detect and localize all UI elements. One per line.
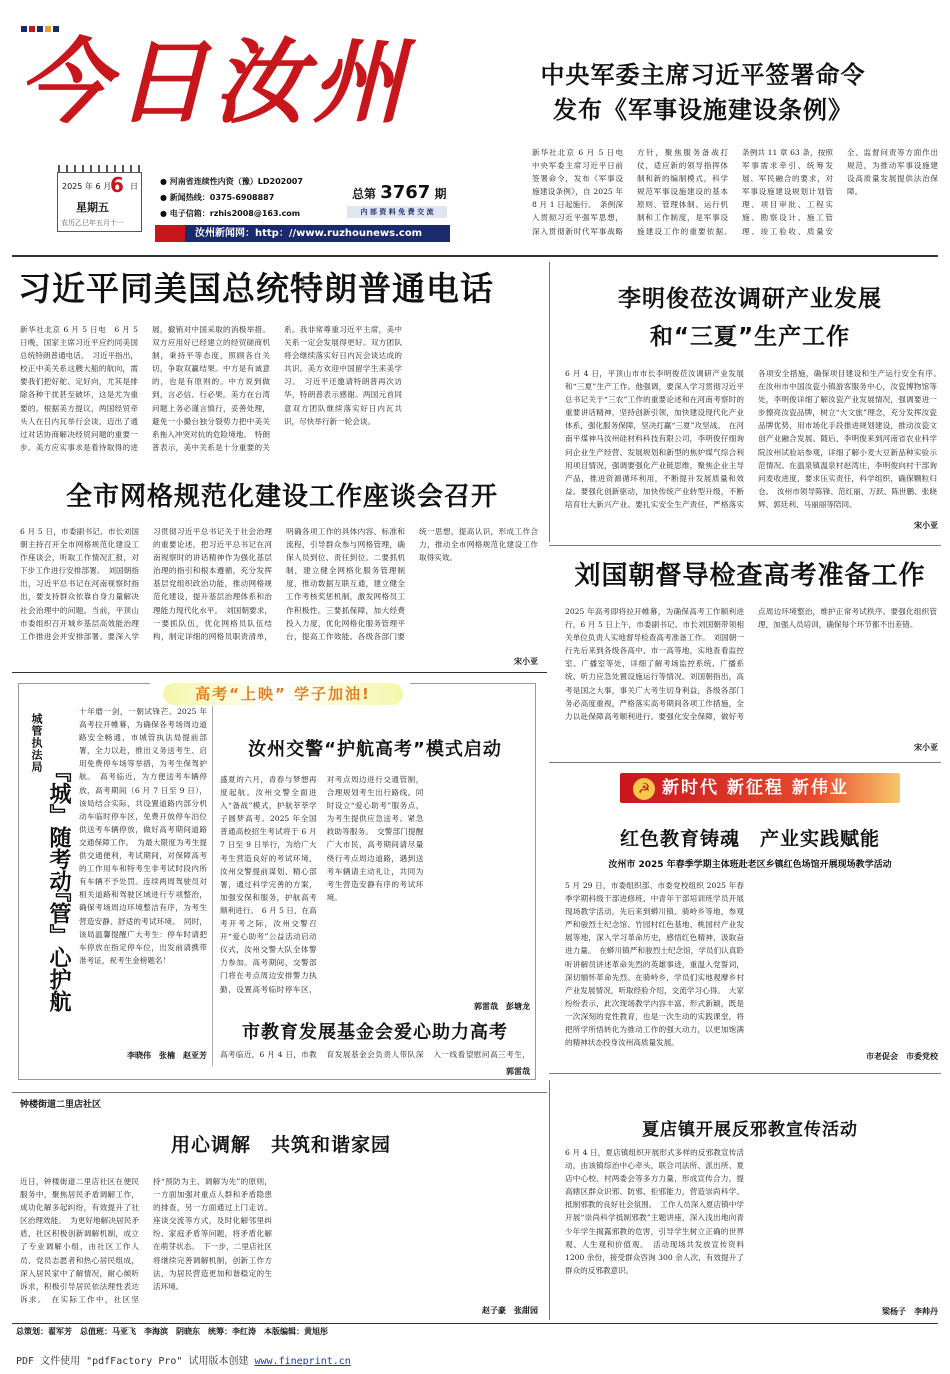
top-story-title-line2: 发布《军事设施建设条例》 <box>553 96 853 124</box>
red-edu-body: 5 月 29 日，市委组织部、市委党校组织 2025 年春季学期科级干部进修班、中青年干部培训班学员开展现场教学活动。先后来到蟒川镇、骑岭乡等地，参观严和骏烈士纪念馆、竹园村红色基地、桃园村产业发展等地，深入学习革命历史，感悟红色精神，汲取奋进力量。 在蟒川镇严和骏烈士纪念馆，学员们认真聆听讲解员讲述革命先烈的英雄事迹，重温入党誓词，深切缅怀革命先烈。在骑岭乡，学员们实地观摩乡村产业发展情况，听取经验介绍，交流学习心得。 大家纷纷表示，此次现场教学内容丰富、形式新颖，既是一次深刻的党性教育，也是一次生动的实践课堂，将把所学所悟转化为推动工作的强大动力，以更加饱满的精神状态投身汝州高质量发展。 <box>565 881 744 1048</box>
date-calendar: 2025 年 6 月 6 日 星期五 农历乙巳年五月十一 <box>57 172 142 232</box>
date-day: 6 <box>110 173 124 197</box>
footer-staff: 总策划：翟军芳 总值班：马亚飞 李海滨 阴晓东 统筹：李红涛 本版编辑：黄旭彤 <box>16 1327 328 1336</box>
divider <box>549 545 941 546</box>
divider <box>549 762 941 763</box>
community-tag: 钟楼街道二里店社区 <box>20 1100 102 1110</box>
traffic-body: 盛夏的六月，青春与梦想再度起航。汝州交警全面进入“备战”模式，护航莘莘学子圆梦高考。2025 年全国普通高校招生考试将于 6 月 7 日至 9 日举行，为给广大考生营造良好的考试环境，汝州交警提前谋划、精心部署，通过科学完善的方案，加强安保和服务，护航高考顺利进行。 6 月 5 日，在高考开考之际，汝州交警召开“爱心助考”公益活动启动仪式，汝州交警大队全体警力参加。高考期间，交警部门将在考点周边安排警力执勤，设置高考临时停车区，对考点周边进行交通管制，合理规划考生出行路线。同时设立“爱心助考”服务点，为考生提供应急送考、紧急救助等服务。 交警部门提醒广大市民，高考期间请尽量绕行考点周边道路，遇到送考车辆请主动礼让，共同为考生营造安静有序的考试环境。 <box>220 775 424 994</box>
fund-body: 高考临近，6 月 4 日，市教育发展基金会负责人带队深入一线看望慰问高三考生， <box>220 1050 530 1059</box>
party-emblem-icon: ☭ <box>633 778 655 800</box>
color-squares <box>21 17 81 25</box>
red-edu-title: 红色教育铸魂 产业实践赋能 <box>619 828 880 850</box>
community-byline: 赵子豪 张甜园 <box>482 1306 538 1315</box>
date-month: 2025 年 6 月 <box>62 182 112 191</box>
divider <box>549 1080 550 1320</box>
pdf-link[interactable]: www.fineprint.cn <box>254 1356 351 1367</box>
website-bar-accent <box>155 225 185 242</box>
headline-xi-trump-body: 新华社北京 6 月 5 日电 6 月 5 日晚，国家主席习近平应约同美国总统特朗普通电话。 习近平指出，校正中美关系这艘大船的航向，需要我们把好舵、定好向，尤其是排除各种干扰甚至破坏，这是尤为重要的。根据美方提议，两国经贸牵头人在日内瓦举行会谈，迈出了通过对话协商解决经贸问题的重要一步。美方应实事求是看待取得的进展，撤销对中国采取的消极举措。双方应用好已经建立的经贸磋商机制，秉持平等态度，照顾各自关切，争取双赢结果。中方是有诚意的，也是有原则的。中方说到做到，言必信、行必果。美方在台湾问题上务必谨言慎行，妥善处理，避免一小撮台独分裂势力把中美关系拖入冲突对抗的危险境地。 特朗普表示，美中关系是十分重要的关系。我非常尊重习近平主席，美中关系一定会发展得更好。双方团队将会继续落实好日内瓦会谈达成的共识。美方欢迎中国留学生来美学习。 习近平还邀请特朗普再次访华，特朗普表示感谢。两国元首同意双方团队继续落实好日内瓦共识，尽快举行新一轮会谈。 <box>20 325 402 452</box>
top-story-body: 新华社北京 6 月 5 日电 中央军委主席习近平日前签署命令，发布《军事设施建设条例》，自 2025 年 8 月 1 日起施行。 条例深入贯彻习近平强军思想，深入贯彻新时代军事战略方针，聚焦服务备战打仗，适应新的领导指挥体制和新的编制模式，科学规范军事设施建设的基本原则、管理体制、运行机制和工作制度，是军事设施建设工作的重要依据。 条例共 11 章 63 条，按照军事需求牵引、统筹发展、军民融合的要求，对军事设施建设规划计划管理、项目审批、工程实施、勘察设计、施工管理、竣工验收、质量安全、监督问责等方面作出规范，为推动军事设施建设高质量发展提供法治保障。 <box>532 148 938 236</box>
divider <box>549 262 550 542</box>
serial-number: ● 河南省连续性内资（豫）LD202007 <box>160 177 303 186</box>
top-story-title-line1: 中央军委主席习近平签署命令 <box>540 61 866 89</box>
fund-title: 市教育发展基金会爱心助力高考 <box>242 1022 508 1043</box>
liu-inspect-title: 刘国朝督导检查高考准备工作 <box>574 561 926 591</box>
chengguan-body: 十年磨一剑，一朝试锋芒。2025 年高考拉开帷幕，为确保各考场周边道路安全畅通，市城管执法局提前部署，全力以赴，推出义务送考生、启用免费停车场等举措，为考生保驾护航。 高考临近，为方便送考车辆停放，高考期间（6 月 7 日至 9 日），该局结合实际，共设置道路内部分机动车临时停车区，免费开放停车泊位供送考车辆停放，做好高考期间道路交通保障工作。 为最大限度为考生提供交通便利，考试期间，对保障高考的工作用车和特考生非考试时段内所有车辆不予处罚。连续两周驾驶员对相关道路和驾驶区域进行专项整治，确保考场周边环境整洁有序，为考生营造安静、舒适的考试环境。 同时，该局温馨提醒广大考生：停车时请把车停放在指定停车位，出发前请携带准考证，祝考生金榜题名！ <box>79 707 207 965</box>
chengguan-title2: 『管』心护航 <box>46 880 72 1012</box>
chengguan-tag: 城管执法局 <box>30 713 43 773</box>
gaokao-banner: 高考“上映” 学子加油! <box>163 683 403 705</box>
community-body: 近日，钟楼街道二里店社区在便民服务中，聚焦居民矛盾调解工作，成功化解多起纠纷，有效提升了社区治理效能。 为更好地解决居民矛盾，社区积极创新调解机制，成立了专业调解小组，由社区工作人员、党员志愿者和热心居民组成，深入居民家中了解情况，耐心倾听诉求，积极引导居民依法理性表达诉求。 在实际工作中，社区坚持“预防为主、调解为先”的原则，一方面加强对重点人群和矛盾隐患的排查，另一方面通过上门走访、座谈交流等方式，及时化解邻里纠纷、家庭矛盾等问题，将矛盾化解在萌芽状态。 下一步，二里店社区将继续完善调解机制，创新工作方法，为居民营造更加和谐稳定的生活环境。 <box>20 1177 272 1304</box>
headline-xi-trump-call: 习近平同美国总统特朗普通电话 <box>18 269 494 308</box>
divider <box>549 1073 941 1074</box>
anticult-body: 6 月 4 日，夏店镇组织开展形式多样的反邪教宣传活动，由该镇综治中心牵头，联合司法所、派出所、夏店中心校、村两委会等多方力量，形成宣传合力，提高辖区群众识邪、防邪、拒邪能力，营造崇尚科学、抵制邪教的良好社会氛围。 工作人员深入夏店镇中学开展“崇尚科学抵制邪教”主题讲座，深入浅出地向青少年学生揭露邪教的危害，引导学生树立正确的世界观、人生观和价值观。 活动现场共发放宣传资料 1200 余份，接受群众咨询 300 余人次，有效提升了群众的反邪教意识。 <box>565 1148 744 1275</box>
divider <box>12 1092 547 1093</box>
traffic-title: 汝州交警“护航高考”模式启动 <box>248 739 502 760</box>
community-title: 用心调解 共筑和谐家园 <box>170 1134 391 1156</box>
party-banner-text: 新时代 新征程 新伟业 <box>662 778 849 798</box>
liu-inspect-body: 2025 年高考即将拉开帷幕，为确保高考工作顺利进行，6 月 5 日上午，市委副书记、市长刘国朝带领相关单位负责人实地督导检查高考准备工作。 刘国朝一行先后来到各级各高中、市一高等地，实地查看监控室、广播室等处，详细了解考场监控系统、广播系统、听力应急处置设施运行等情况。刘国朝指出，高考是国之大事，事关广大考生切身利益，各级各部门务必高度重视，严格落实高考期间各项工作措施，全力以赴保障高考顺利进行。要强化安全保障，做好考点周边环境整治，维护正常考试秩序。要强化组织管理，加强人员培训，确保每个环节都不出差错。 <box>565 607 937 721</box>
chengguan-title1: 『城』随考动 <box>46 760 72 892</box>
masthead-logo: 今日汝州 <box>18 29 411 136</box>
lunar-date: 农历乙巳年五月十一 <box>61 219 124 227</box>
weekday: 星期五 <box>76 201 109 214</box>
email: ● 电子信箱：rzhis2008@163.com <box>160 209 301 218</box>
red-edu-byline: 市老促会 市委党校 <box>866 1052 938 1061</box>
li-story-title-line2: 和“三夏”生产工作 <box>649 324 851 350</box>
li-story-byline: 宋小亚 <box>914 521 938 530</box>
divider <box>12 255 938 257</box>
news-hotline: ● 新闻热线：0375-6908887 <box>160 193 275 202</box>
anticult-byline: 梁杨子 李帅丹 <box>882 1307 938 1316</box>
traffic-byline: 郭雷哉 彭塘龙 <box>474 1002 530 1011</box>
anticult-title: 夏店镇开展反邪教宣传活动 <box>642 1120 858 1140</box>
divider <box>212 706 213 1066</box>
red-edu-subtitle: 汝州市 2025 年春季学期主体班赴老区乡镇红色场馆开展现场教学活动 <box>608 860 892 870</box>
chengguan-byline: 李晓伟 张楠 赵亚芳 <box>127 1051 207 1060</box>
website-link[interactable]: 汝州新闻网：http：//www.ruzhounews.com <box>155 225 450 242</box>
li-story-title-line1: 李明俊莅汝调研产业发展 <box>618 286 882 312</box>
issue-number: 总第 3767 期 <box>352 182 447 203</box>
grid-meeting-byline: 宋小亚 <box>514 657 538 666</box>
grid-meeting-title: 全市网格规范化建设工作座谈会召开 <box>65 482 498 512</box>
divider <box>12 672 547 673</box>
li-story-body: 6 月 4 日，平顶山市市长李明俊莅汝调研产业发展和“三夏”生产工作。他强调，要深入学习贯彻习近平总书记关于“三农”工作的重要论述和在河南考察时的重要讲话精神，坚持创新引领，加快建设现代化产业体系，强化服务保障，坚决打赢“三夏”攻坚战。 在河南平煤神马汝州硅材料科技有限公司，李明俊仔细询问企业生产经营、发展规划和新型的焦炉煤气综合利用项目情况，强调要强化产业链思维，聚焦企业主导产品，推进资源循环利用，不断提升发展质量和效益。要强化创新驱动，加快传统产业转型升级，不断培育壮大新兴产业。要扎实安全生产责任，严格落实各项安全措施，确保项目建设和生产运行安全有序。 在汝州市中国汝瓷小镇游客服务中心，汝瓷博物馆等处，李明俊详细了解汝瓷产业发展情况，强调要进一步擦亮汝瓷品牌，树立“大文旅”理念，充分发挥汝瓷品牌优势，用市场化手段推进规划建设，推动汝瓷文创产业融合发展。随后，李明俊来到河南省农业科学院汝州试验站参观，详细了解小麦大豆新品种实验示范情况。在温泉镇温泉村赵湾庄，李明俊向村干部询问麦收进度，要求压实责任，科学组织，确保颗粒归仓。 汝州市领导陈锋、范红丽、万跃、陈世鹏、张晓辉、郭廷利、马丽丽等陪同。 <box>565 369 937 509</box>
internal-notice: 内 部 资 料 免 费 交 流 <box>347 206 447 218</box>
fund-byline: 郭雷哉 <box>506 1067 530 1076</box>
liu-inspect-byline: 宋小亚 <box>914 743 938 752</box>
divider <box>12 1323 938 1324</box>
pdf-notice: PDF 文件使用 "pdfFactory Pro" 试用版本创建 www.fineprint.cn <box>16 1356 351 1367</box>
grid-meeting-body: 6 月 5 日，市委副书记、市长刘国朝主持召开全市网格规范化建设工作座谈会，听取工作情况汇报，对下步工作进行安排部署。 刘国朝指出，习近平总书记在河南视察时指出，要支持群众依靠自身力量解决社会治理中的问题。当前，平顶山市委组织召开城乡基层高效能治理工作推进会并安排部署。要深入学习贯彻习近平总书记关于社会治理的重要论述，把习近平总书记在河南视察时的讲话精神作为强化基层治理的指引和根本遵循，充分发挥基层党组织政治功能，推动网格规范化建设，提升基层治理体系和治理能力现代化水平。 刘国朝要求，一要抓队伍，优化网格员队伍结构，制定详细的网格员职责清单，明确各项工作的具体内容、标准和流程，引导群众参与网格管理，确保人员到位、责任到位。二要抓机制，建立健全网格化服务管理制度，推动数据互联互通，建立健全工作考核奖惩机制，激发网格员工作积极性。三要抓保障，加大经费投入力度，优化网格化服务管理平台，提高工作效能。各级各部门要统一思想，提高认识，形成工作合力，推动全市网格规范化建设工作取得实效。 <box>20 527 538 641</box>
